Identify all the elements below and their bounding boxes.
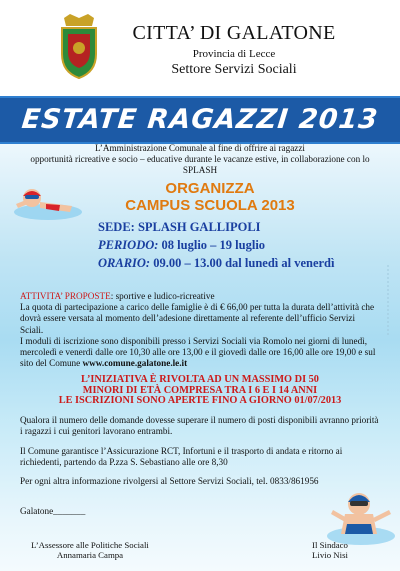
periodo [98, 238, 265, 253]
vertical-code-strip [383, 265, 393, 335]
sindaco-title: Il Sindaco [312, 540, 348, 550]
campus-line: CAMPUS SCUOLA 2013 [125, 197, 295, 214]
intro-line-2: opportunità ricreative e socio – educative durante le vacanze estive, in collaborazione con lo SPLASH [30, 154, 370, 175]
attivita [20, 291, 380, 302]
insurance-paragraph: Il Comune garantisce l’Assicurazione RCT, Infortuni e il trasporto di andata e ritorno ai richiedenti, partendo da P.zza S. Sebastiano alle ore 8,30 [20, 446, 343, 468]
assessore-title: L’Assessore alle Politiche Sociali [31, 540, 149, 550]
header [0, 0, 400, 92]
moduli [20, 336, 380, 370]
periodo-value: 08 luglio – 19 luglio [161, 238, 266, 252]
orario-value: 09.00 – 13.00 dal lunedì al venerdì [153, 256, 335, 270]
banner-title: ESTATE RAGAZZI 2013 [20, 104, 380, 135]
notice-line-1: L’INIZIATIVA È RIVOLTA AD UN MASSIMO DI 50 [81, 374, 319, 385]
website-link[interactable]: www.comune.galatone.le.it [82, 358, 188, 369]
sede: SEDE: SPLASH GALLIPOLI [98, 220, 261, 234]
notice-line-3: LE ISCRIZIONI SONO APERTE FINO A GIORNO 01/07/2013 [58, 395, 342, 407]
coat-of-arms-icon [58, 14, 100, 80]
sindaco-name: Livio Nisi [312, 550, 348, 560]
organizza-line: ORGANIZZA [165, 180, 255, 197]
sindaco-signature [300, 540, 360, 560]
place-line: Galatone_______ [20, 506, 86, 516]
attivita-value: : sportive e ludico-ricreative [110, 291, 215, 301]
sector: Settore Servizi Sociali [171, 62, 297, 77]
priority-paragraph: Qualora il numero delle domande dovesse superare il numero di posti disponibili avranno priorità i ragazzi i cui genitori lavorano entrambi. [20, 415, 379, 437]
orario [98, 256, 335, 271]
intro-text [20, 143, 380, 176]
moduli-text: I moduli di iscrizione sono disponibili presso i Servizi Sociali via Romolo nei giorni di lunedì, mercoledì e venerdì dalle ore 10,30 alle ore 13,00 e il giovedì dalle ore 16,00 alle ore 19,00 e sul sito del Comune [20, 335, 376, 369]
swimmer-child-icon [325, 478, 397, 548]
province: Provincia di Lecce [192, 48, 276, 60]
contact-paragraph: Per ogni altra informazione rivolgersi al Settore Servizi Sociali, tel. 0833/861956 [20, 476, 319, 486]
title-banner [0, 96, 400, 144]
intro-line-1: L’Amministrazione Comunale al fine di offrire ai ragazzi [95, 143, 305, 153]
quota: La quota di partecipazione a carico delle famiglie è di € 66,00 per tutta la durata dell’attività che dovrà essere versata al momento dell’adesione direttamente al referente dell’ufficio Servizi Sciali. [20, 302, 375, 335]
notice [20, 375, 380, 407]
assessore-name: Annamaria Campa [56, 550, 124, 560]
activity-info [20, 291, 380, 369]
city-name: CITTA’ DI GALATONE [132, 22, 336, 44]
organizza-heading [70, 180, 350, 214]
assessore-signature [20, 540, 160, 560]
periodo-label: PERIODO: [98, 238, 159, 252]
attivita-label: ATTIVITA’ PROPOSTE [20, 291, 111, 301]
orario-label: ORARIO: [98, 256, 151, 270]
notice-line-2: MINORI DI ETÀ COMPRESA TRA I 6 E I 14 ANNI [82, 384, 318, 396]
